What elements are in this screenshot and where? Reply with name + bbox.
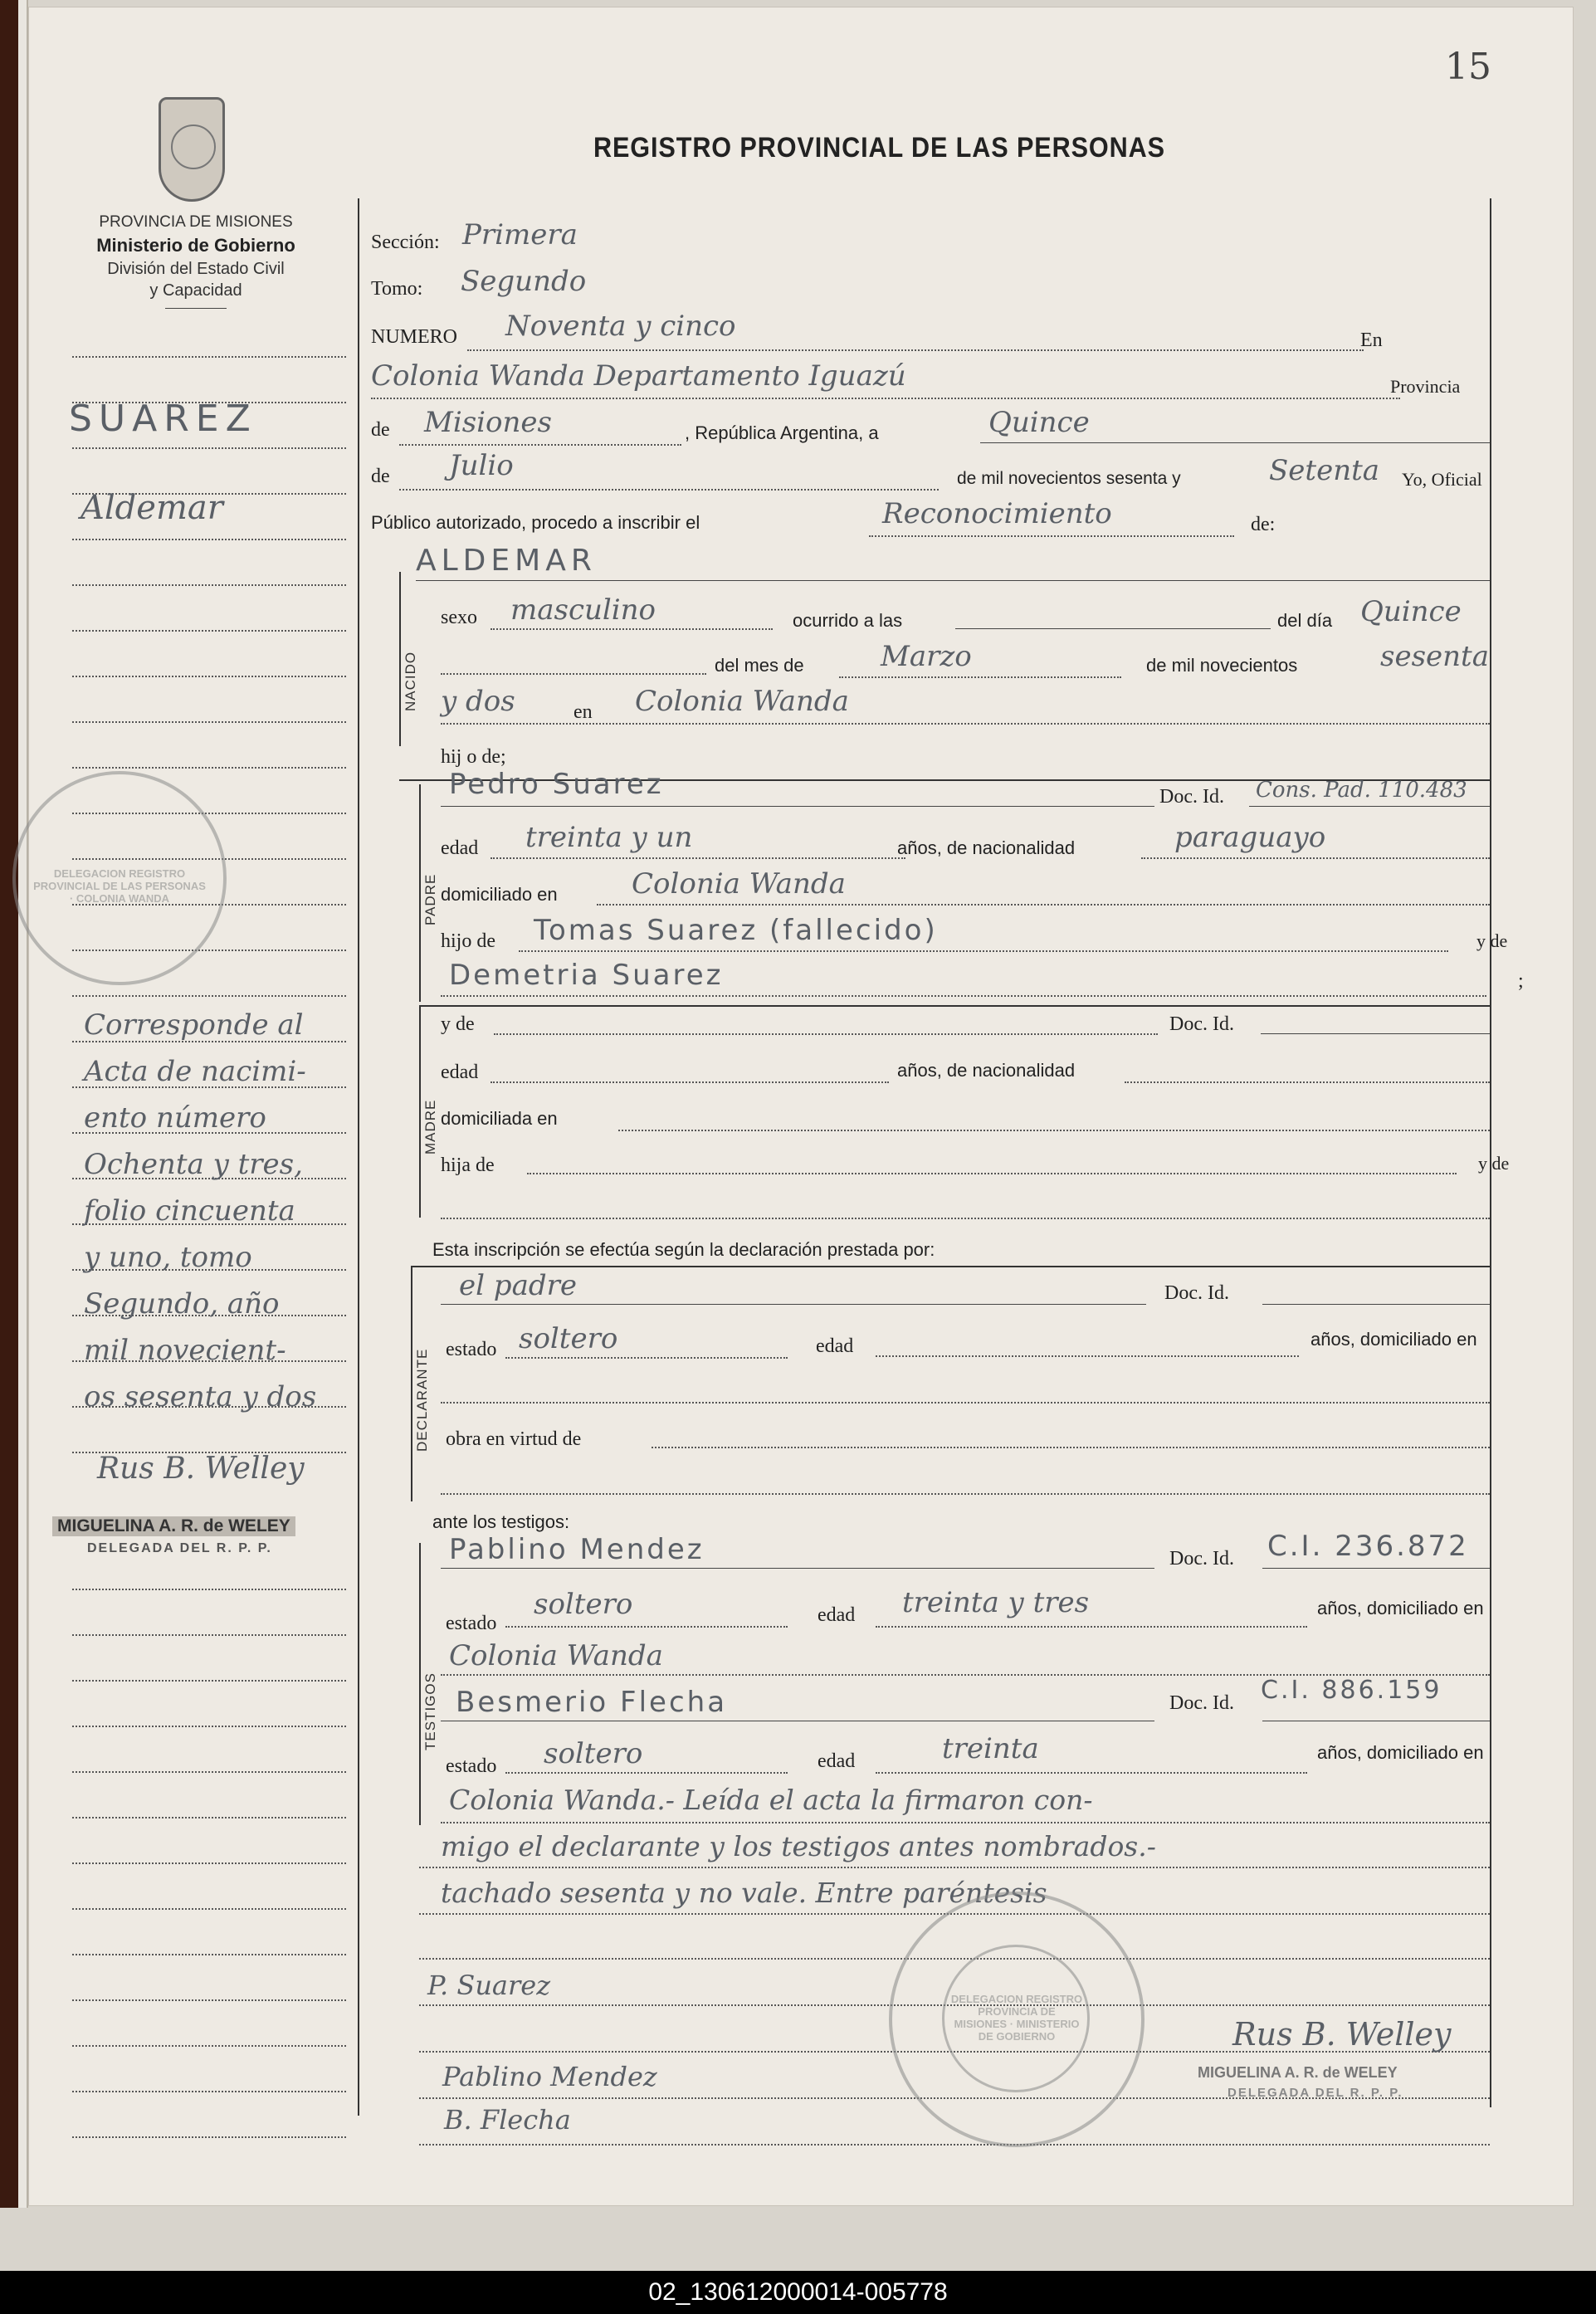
nacido-label: NACIDO xyxy=(403,651,418,711)
padre-edad-value: treinta y un xyxy=(525,821,693,854)
margin-given-name: Aldemar xyxy=(81,489,223,527)
padre-dom-value: Colonia Wanda xyxy=(632,867,846,901)
madre-divider xyxy=(419,1007,421,1218)
declarante-obra-line-2 xyxy=(441,1493,1490,1495)
testigo2-doc-label: Doc. Id. xyxy=(1169,1692,1234,1714)
margin-ruled-line xyxy=(72,2136,346,2138)
declarante-dom-line xyxy=(441,1402,1490,1404)
signature-testigo1: Pablino Mendez xyxy=(442,2061,657,2092)
bottom-round-stamp xyxy=(889,1892,1145,2147)
margin-ruled-line xyxy=(72,1862,346,1864)
margin-note-line: os sesenta y dos xyxy=(84,1380,317,1413)
margin-ruled-line xyxy=(72,676,346,677)
closing-line-1: migo el declarante y los testigos antes nombrados.- xyxy=(441,1830,1156,1862)
testigo2-estado-line xyxy=(505,1772,788,1774)
padre-mother-value: Demetria Suarez xyxy=(449,959,724,992)
padre-name-line xyxy=(441,806,1154,807)
sexo-value: masculino xyxy=(510,593,656,627)
ocurrido-line xyxy=(955,628,1271,629)
declarante-obra-line xyxy=(652,1447,1490,1448)
margin-note-line: Corresponde al xyxy=(84,1008,304,1042)
nacido-en-label: en xyxy=(573,701,593,723)
margin-ruled-line xyxy=(72,539,346,540)
testigo2-edad: treinta xyxy=(942,1732,1039,1765)
testigo2-dom-label: años, domiciliado en xyxy=(1317,1742,1484,1763)
left-stamp-text: DELEGACION REGISTRO PROVINCIAL DE LAS PERSONAS · COLONIA WANDA xyxy=(33,867,206,905)
provincia-line xyxy=(399,444,681,446)
dia-value: Quince xyxy=(988,406,1090,439)
testigos-label: TESTIGOS xyxy=(422,1672,438,1750)
nacido-dia-value: Quince xyxy=(1360,595,1462,628)
register-page xyxy=(28,7,1574,2206)
nacido-lugar-line xyxy=(441,723,1490,725)
testigo2-estado-label: estado xyxy=(446,1755,497,1777)
margin-note-line: mil novecient- xyxy=(84,1334,286,1367)
declarante-name-line xyxy=(441,1304,1146,1305)
margin-note-line: Acta de nacimi- xyxy=(84,1055,306,1088)
madre-yde-label: y de xyxy=(441,1013,475,1035)
madre-edad-line xyxy=(491,1081,889,1083)
margin-ruled-line xyxy=(72,630,346,632)
padre-dom-line xyxy=(597,904,1490,906)
margin-divider xyxy=(358,198,359,2116)
testigo2-dom-line: Colonia Wanda.- Leída el acta la firmaron con- xyxy=(449,1784,1093,1816)
provincia-label: Provincia xyxy=(1390,376,1461,397)
nacido-name: ALDEMAR xyxy=(416,544,597,578)
margin-ruled-line xyxy=(72,767,346,769)
madre-doc-label: Doc. Id. xyxy=(1169,1013,1234,1035)
margin-ruled-line xyxy=(72,1589,346,1590)
padre-yde-label: y de xyxy=(1476,930,1508,951)
bottom-stamp-text: DELEGACION REGISTRO PROVINCIA DE MISIONES · MINISTERIO DE GOBIERNO xyxy=(950,1993,1083,2043)
page-title: REGISTRO PROVINCIAL DE LAS PERSONAS xyxy=(593,132,1165,164)
madre-hija-line xyxy=(527,1173,1457,1174)
org-division: División del Estado Civil xyxy=(107,260,285,278)
padre-nac-value: paraguayo xyxy=(1174,821,1326,854)
page-number: 15 xyxy=(1445,46,1491,88)
seccion-value: Primera xyxy=(462,218,578,251)
declarante-name: el padre xyxy=(459,1269,577,1302)
org-ministry: Ministerio de Gobierno xyxy=(96,235,295,256)
en-label: En xyxy=(1360,330,1383,351)
testigo1-estado: soltero xyxy=(534,1588,633,1621)
margin-ruled-line xyxy=(72,447,346,449)
anio-value: Setenta xyxy=(1269,454,1380,487)
testigos-intro: ante los testigos: xyxy=(432,1511,570,1532)
testigo1-edad-line xyxy=(876,1626,1307,1628)
del-dia-label: del día xyxy=(1277,610,1333,631)
margin-ruled-line xyxy=(72,1634,346,1636)
ocurrido-label: ocurrido a las xyxy=(793,610,903,631)
inscribir-line xyxy=(869,535,1234,537)
provincia-value: Misiones xyxy=(424,406,552,439)
padre-semicolon: ; xyxy=(1518,970,1524,992)
padre-divider xyxy=(419,784,421,1002)
signature-testigo2: B. Flecha xyxy=(444,2104,571,2136)
margin-ruled-line xyxy=(72,1817,346,1818)
margin-ruled-line xyxy=(72,1680,346,1682)
nacido-anio-value: sesenta xyxy=(1380,640,1489,673)
madre-yde2-label: y de xyxy=(1478,1153,1510,1174)
nacido-mes-value: Marzo xyxy=(881,640,972,673)
madre-label: MADRE xyxy=(422,1099,438,1155)
testigo1-name-line xyxy=(441,1568,1154,1569)
padre-hijo-label: hijo de xyxy=(441,930,495,952)
margin-ruled-line xyxy=(72,356,346,358)
testigo2-estado: soltero xyxy=(544,1737,643,1770)
padre-edad-label: edad xyxy=(441,837,479,859)
declarante-edad-line xyxy=(876,1355,1299,1357)
testigo1-edad-label: edad xyxy=(818,1604,856,1626)
margin-note-line: Segundo, año xyxy=(84,1287,280,1321)
padre-nac-line xyxy=(1141,857,1490,859)
inscribir-label: Público autorizado, procedo a inscribir el xyxy=(371,512,700,533)
tomo-value: Segundo xyxy=(461,265,587,298)
margin-note-line: folio cincuenta xyxy=(84,1194,295,1228)
margin-ruled-line xyxy=(72,995,346,997)
official-stamp-name: MIGUELINA A. R. de WELEY xyxy=(1198,2064,1398,2081)
padre-madre-divider xyxy=(419,1005,1490,1007)
padre-doc-value: Cons. Pad. 110.483 xyxy=(1256,778,1467,803)
testigo1-edad: treinta y tres xyxy=(902,1586,1090,1619)
declarante-divider xyxy=(411,1267,412,1501)
testigo1-doc-line xyxy=(1262,1568,1490,1569)
place-value: Colonia Wanda Departamento Iguazú xyxy=(371,359,906,393)
sexo-label: sexo xyxy=(441,607,477,628)
testigo1-dom-label: años, domiciliado en xyxy=(1317,1598,1484,1618)
mil-label: de mil novecientos xyxy=(1146,655,1298,676)
image-id-footer: 02_130612000014-005778 xyxy=(0,2271,1596,2314)
nacido-anio-cont: y dos xyxy=(441,685,515,718)
madre-edad-label: edad xyxy=(441,1062,479,1083)
org-province: PROVINCIA DE MISIONES xyxy=(99,213,293,231)
numero-line xyxy=(467,349,1364,351)
padre-mother-line xyxy=(441,995,1486,997)
testigo1-name: Pablino Mendez xyxy=(449,1533,705,1566)
de-label: de xyxy=(371,419,390,441)
padre-dom-label: domiciliado en xyxy=(441,884,558,905)
book-binding xyxy=(0,0,18,2208)
testigo1-dom: Colonia Wanda xyxy=(449,1639,663,1672)
signature-ruled-line xyxy=(419,2144,1490,2146)
republica-label: , República Argentina, a xyxy=(685,422,879,443)
margin-ruled-line xyxy=(72,1954,346,1955)
anio-label: de mil novecientos sesenta y xyxy=(957,469,1181,488)
madre-name-line xyxy=(494,1033,1158,1035)
madre-doc-line xyxy=(1261,1033,1490,1034)
madre-nac-label: años, de nacionalidad xyxy=(897,1060,1076,1081)
place-line xyxy=(371,398,1400,399)
declarante-doc-line xyxy=(1262,1304,1490,1305)
padre-father-line xyxy=(519,950,1448,952)
book-page-edge xyxy=(18,0,28,2208)
numero-value: Noventa y cinco xyxy=(505,310,736,343)
margin-stamp-title: DELEGADA DEL R. P. P. xyxy=(87,1541,272,1555)
tomo-label: Tomo: xyxy=(371,278,423,300)
declarante-obra-label: obra en virtud de xyxy=(446,1428,582,1450)
mes-line xyxy=(399,489,939,491)
sexo-line xyxy=(491,628,773,630)
margin-surname: SUAREZ xyxy=(69,398,257,440)
margin-note-line: ento número xyxy=(84,1101,266,1135)
declarante-estado-line xyxy=(505,1357,788,1359)
inscribir-de: de: xyxy=(1251,514,1276,535)
testigo1-estado-label: estado xyxy=(446,1613,497,1634)
padre-nac-label: años, de nacionalidad xyxy=(897,837,1076,858)
inscribir-value: Reconocimiento xyxy=(882,497,1112,530)
declarante-estado-label: estado xyxy=(446,1339,497,1360)
signature-official: Rus B. Welley xyxy=(1232,2016,1452,2053)
org-divider xyxy=(165,308,227,309)
testigo2-name: Besmerio Flecha xyxy=(456,1686,728,1719)
seccion-label: Sección: xyxy=(371,232,440,253)
declarante-intro: Esta inscripción se efectúa según la declaración prestada por: xyxy=(432,1239,935,1260)
madre-hija-label: hija de xyxy=(441,1155,495,1176)
madre-dom-line xyxy=(618,1130,1490,1131)
madre-extra-line xyxy=(441,1218,1490,1219)
testigo2-edad-line xyxy=(876,1772,1307,1774)
closing-line-2: tachado sesenta y no vale. Entre paréntesis xyxy=(441,1877,1047,1909)
declarante-edad-label: edad xyxy=(816,1335,854,1357)
padre-label: PADRE xyxy=(422,873,438,925)
padre-doc-line xyxy=(1249,806,1490,807)
nacido-name-line xyxy=(416,580,1490,581)
margin-note-line: y uno, tomo xyxy=(84,1241,252,1274)
nacido-mes-line xyxy=(839,676,1121,678)
margin-ruled-line xyxy=(72,1726,346,1727)
madre-dom-label: domiciliada en xyxy=(441,1108,558,1129)
margin-ruled-line xyxy=(72,1771,346,1773)
numero-label: NUMERO xyxy=(371,326,458,348)
left-round-stamp xyxy=(12,771,227,985)
nacido-lugar: Colonia Wanda xyxy=(635,685,849,718)
signature-declarante: P. Suarez xyxy=(427,1970,551,2001)
oficial-label: Yo, Oficial xyxy=(1402,469,1482,490)
padre-doc-label: Doc. Id. xyxy=(1159,786,1224,808)
margin-ruled-line xyxy=(72,584,346,586)
mes-label: del mes de xyxy=(715,655,804,676)
declarante-doc-label: Doc. Id. xyxy=(1164,1282,1229,1304)
testigo2-edad-label: edad xyxy=(818,1750,856,1772)
mes-value: Julio xyxy=(449,449,514,482)
padre-edad-line xyxy=(491,857,905,859)
margin-stamp-name: MIGUELINA A. R. de WELEY xyxy=(52,1516,295,1536)
testigo2-dom-rule xyxy=(441,1822,1490,1823)
margin-ruled-line xyxy=(72,721,346,723)
declarante-label: DECLARANTE xyxy=(414,1348,430,1452)
hijo-label: hij o de; xyxy=(441,746,506,768)
org-capacity: y Capacidad xyxy=(149,281,242,300)
margin-ruled-line xyxy=(72,1908,346,1910)
margin-ruled-line xyxy=(72,2045,346,2047)
testigo1-estado-line xyxy=(505,1626,788,1628)
closing-rule-1 xyxy=(419,1867,1490,1868)
margin-ruled-line xyxy=(72,2091,346,2092)
declarante-estado-value: soltero xyxy=(519,1322,618,1355)
declarante-dom-label: años, domiciliado en xyxy=(1310,1329,1477,1350)
padre-name: Pedro Suarez xyxy=(449,768,664,801)
padre-father-value: Tomas Suarez (fallecido) xyxy=(534,914,938,947)
official-stamp-title: DELEGADA DEL R. P. P. xyxy=(1228,2086,1403,2100)
margin-ruled-line xyxy=(72,1999,346,2001)
testigo1-doc-label: Doc. Id. xyxy=(1169,1548,1234,1570)
dia-line xyxy=(980,442,1490,443)
testigo2-doc: C.I. 886.159 xyxy=(1261,1676,1442,1705)
nacido-divider xyxy=(399,572,401,746)
madre-nac-line xyxy=(1125,1081,1490,1083)
margin-note xyxy=(84,1002,316,1420)
mes-pre-line xyxy=(441,673,706,675)
margin-note-line: Ochenta y tres, xyxy=(84,1148,303,1181)
de-label-2: de xyxy=(371,466,390,487)
declarante-top-divider xyxy=(411,1266,1490,1267)
coat-of-arms-icon xyxy=(159,97,225,202)
testigos-divider xyxy=(419,1543,421,1825)
testigo1-doc: C.I. 236.872 xyxy=(1267,1530,1469,1563)
margin-signature: Rus B. Welley xyxy=(97,1452,305,1486)
